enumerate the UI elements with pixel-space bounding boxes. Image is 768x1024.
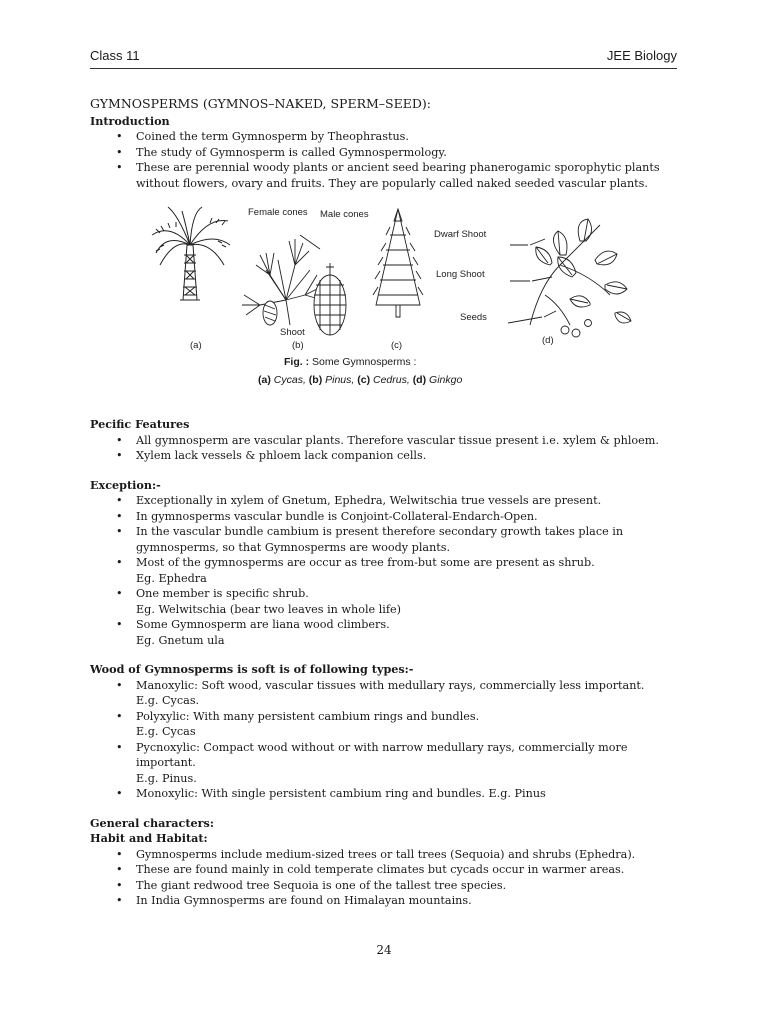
pecific-list [90,433,680,464]
list-item: • Gymnosperms include medium-sized trees or tall trees (Sequoia) and shrubs (Ephedra). [90,847,680,863]
page-number: 24 [376,943,392,957]
label-shoot: Shoot [280,327,305,338]
intro-list [90,129,680,191]
item-text: Monoxylic: With single persistent cambium ring and bundles. E.g. Pinus [136,787,546,800]
label-dwarf-shoot: Dwarf Shoot [434,229,487,240]
caption-a: (a) [258,374,271,386]
list-item [90,493,680,509]
item-text: One member is specific shrub. [136,587,309,600]
item-text: In the vascular bundle cambium is present therefore secondary growth takes place in gymnosperms, so that Gymnosperms are woody plants. [136,525,624,554]
list-item: • The giant redwood tree Sequoia is one of the tallest tree species. [90,878,680,894]
list-item: • In India Gymnosperms are found on Himalayan mountains. [90,893,680,909]
label-female-cones: Female cones [248,207,308,218]
item-example: E.g. Pinus. [136,771,197,785]
caption-d: (d) [412,374,427,386]
list-item [90,509,680,525]
cycas-illustration [152,207,230,300]
list-item [90,524,680,555]
label-d: (d) [542,335,554,346]
label-a: (a) [190,340,202,351]
list-item: • The study of Gymnosperm is called Gymnospermology. [90,145,680,161]
list-item: • These are found mainly in cold temperate climates but cycads occur in warmer areas. [90,862,680,878]
header-subject: JEE Biology [606,48,677,63]
list-item [90,786,680,802]
general-heading: General characters: [90,815,214,830]
header-class: Class 11 [90,48,140,63]
list-item [90,709,680,740]
exception-list [90,493,680,648]
caption-c: (c) [357,374,371,386]
list-item [90,555,680,586]
list-item [90,740,680,787]
list-item: • Xylem lack vessels & phloem lack companion cells. [90,448,680,464]
item-text: Most of the gymnosperms are occur as tree from-but some are present as shrub. [136,556,595,569]
page-title: GYMNOSPERMS (GYMNOS–NAKED, SPERM–SEED): [90,96,431,111]
page-header [90,46,677,69]
caption-title: Some Gymnosperms : [312,356,417,368]
label-male-cones: Male cones [320,209,369,220]
item-example: Eg. Gnetum ula [136,633,225,647]
caption-a-name: Cycas, [273,374,306,386]
ginkgo-illustration [508,219,631,337]
label-b: (b) [292,340,304,351]
figure-caption-title [284,355,416,371]
label-seeds: Seeds [460,312,487,323]
caption-b: (b) [308,374,323,386]
item-example: Eg. Ephedra [136,571,207,585]
caption-d-name: Ginkgo [429,374,463,386]
item-text: Polyxylic: With many persistent cambium rings and bundles. [136,709,480,723]
exception-heading: Exception:- [90,477,161,492]
caption-prefix: Fig. : [284,356,310,368]
list-item: • Coined the term Gymnosperm by Theophrastus. [90,129,680,145]
intro-heading: Introduction [90,113,170,128]
figure-caption-species [258,373,462,389]
list-item [90,586,680,617]
item-text: Pycnoxylic: Compact wood without or with narrow medullary rays, commercially more important. [136,740,628,769]
item-example: Eg. Welwitschia (bear two leaves in whole life) [136,602,401,616]
item-example: E.g. Cycas. [136,694,200,707]
list-item: • All gymnosperm are vascular plants. Therefore vascular tissue present i.e. xylem & phloem. [90,433,680,449]
page-content [90,96,680,909]
item-example: E.g. Cycas [136,725,196,738]
wood-list [90,678,680,802]
pecific-heading: Pecific Features [90,417,190,431]
caption-b-name: Pinus, [325,374,355,386]
caption-c-name: Cedrus, [373,374,410,386]
item-text: Some Gymnosperm are liana wood climbers. [136,618,390,631]
list-item [90,617,680,648]
gymnosperm-figure [90,205,680,405]
habit-heading: Habit and Habitat: [90,831,208,845]
item-text: In gymnosperms vascular bundle is Conjoint-Collateral-Endarch-Open. [136,509,538,523]
list-item: • These are perennial woody plants or ancient seed bearing phanerogamic sporophytic plants without flowers, ovary and fruits. They are popularly called naked seeded vascular plants. [90,160,680,191]
label-long-shoot: Long Shoot [436,269,485,280]
cedrus-illustration [373,209,423,317]
item-text: Manoxylic: Soft wood, vascular tissues with medullary rays, commercially less important. [136,678,645,692]
general-list [90,847,680,909]
item-text: Exceptionally in xylem of Gnetum, Ephedra, Welwitschia true vessels are present. [136,494,602,507]
pinus-illustration [242,235,346,335]
label-c: (c) [391,340,403,351]
list-item [90,678,680,709]
wood-heading: Wood of Gymnosperms is soft is of following types:- [90,662,414,676]
